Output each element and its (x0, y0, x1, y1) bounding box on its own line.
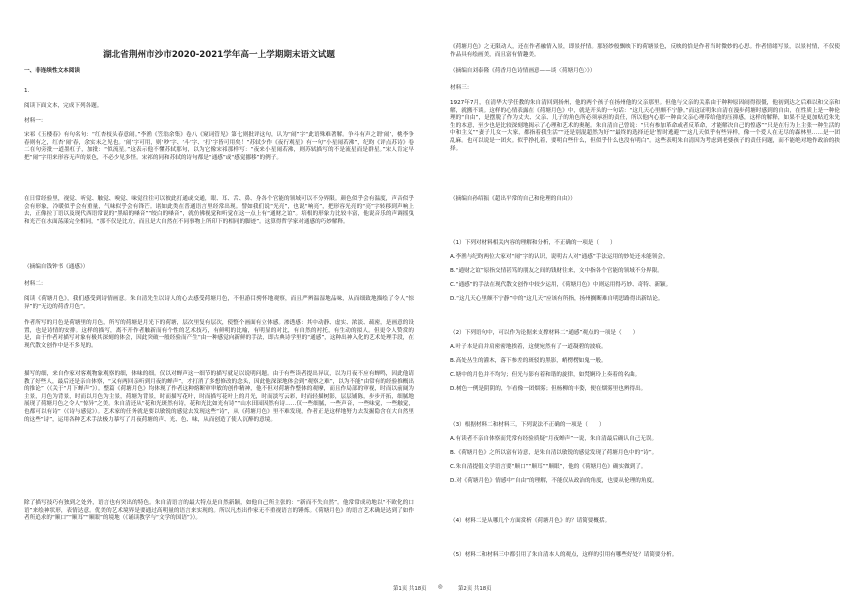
section-heading: 一、非连续性文本阅读 (24, 68, 80, 74)
material-2-paragraph-3: 描写的细，来自作家对客观物象观察的细，体味的细。仅以对蝉声这一细节的描写就足以说明问题。由于有些读者提出异议，以为月夜不应有蝉鸣，因此他请教了好些人，最后还是亲自体察，“又有两回亲听到月夜的蝉声”，才打消了多想修改的念头，因此他深深地体会到“观察之难”，以为不能“由常有的经验推概出的推论”（《关于“月下蝉声”》）。整篇《荷塘月色》均体现了作者这种熔断审审敏的创作精神，他不但对荷塘作整体的观摩，而且作局部的审视，时而以前阔为主景，月色为背景，时而以月色为主景，荷塘为背景，时而描写花叶，时而描写花叶上的月光，时而淡写云彩，时而轻描树影，层层铺陈，步步开拓，细腻地展现了荷塘月色之令人“惊异”之美。朱自清还从“花和光斑然有诗，花和光比如光有诗”“山水田园因然有诗……仅一些细腻，一些声音，一些味觉，一些触觉，也都可以有诗”（《诗与感觉》）。艺术家的任务就是要以敏锐的感觉去发现这些“诗”，从《荷塘月色》里不难发现，作者正是这样地努力去发掘隐含在大自然里的这些“诗”，运用各种艺术手法极力摹写了月夜荷塘的声、光、色、味，从而创造了使人沉醉的意境。 (24, 371, 414, 423)
question-1-option-d: D.“这几天心里颇不宁静”中的“这几天”应该有所指，扬州搁断难自明思路得出新结论。 (450, 296, 664, 302)
material-1-label: 材料一： (24, 118, 47, 124)
material-3-source: （摘编自孙绍振《超出平常的自己和伦理的自由》） (450, 196, 576, 202)
question-1-option-b: B.“通财之谊”原指交情甚笃的朋友之间的钱财往来，文中指各个官能的领域不分界限。 (450, 268, 663, 274)
material-2-paragraph-2: 作者所写的月色是荷塘里的月色，所写的荷塘是月光下的荷塘，层次里复有层次，使整个画面有立体感。渗透感：其中动静、虚实、浓淡、疏密，是画意的设置，也是诗情的安排。这样的描写，离不开作者触新而有个性的艺术技巧，有鲜明的比喻，有明显的对比，有自然的衬托，有生动的拟人。但更令人赞赏的是，由于作者对描写对象有极其深刻的体会，因此突破一般经验而产生“由一种感觉向新鲜的手法，即古典诗学里的“通感”，这种出神入化的艺术处理手段，在现代散文创作中是不多见的。 (24, 320, 414, 349)
material-2-paragraph-5: 《荷塘月色》之无限动人，还在作者融情入景，即景抒情。那轻纱般飘映下的荷塘景色，反映的恰是作者当时微妙的心思。作者情绪写景，以景衬情，不仅使作品具有绘画美，而且富有情趣美。 (450, 44, 840, 58)
question-1-stem: （1）下列对材料相关内容的理解和分析，不正确的一项是（ ） (450, 240, 616, 246)
material-2-paragraph-1: 阅读《荷塘月色》，我们感受到诗情画意。朱自清先生以诗人的心去感受荷塘月色，不但游目骋怀地观察，而且严辨温湿地品味，从而细致地描绘了令人“惊异”的“无边的荷香月色”。 (24, 296, 414, 310)
footer-page-right: 第2页 共18页 (458, 586, 492, 592)
material-3-label: 材料三： (450, 85, 473, 91)
question-3-option-a: A.有读者不亲自体察而凭常有经验质疑“月夜蝉声”一说，朱自清最后确认自己无误。 (450, 436, 658, 442)
document-title: 湖北省荆州市沙市2020-2021学年高一上学期期末语文试题 (103, 50, 335, 60)
footer-separator-icon: ◎ (438, 584, 443, 590)
material-1-paragraph-2: 在日常经验里，视觉、听觉、触觉、嗅觉、味觉往往可以彼此打通或交通，眼、耳、舌、鼻、身各个官能的领域可以不分界限。颜色似乎会有温度，声音似乎会有形象，冷暖似乎会有重量，气味似乎会有锋芒。诸如此类在普通语言里经常出现。譬如我们说“光亮”，也说“响亮”，把形容光亮的“亮”字转移到声响上去，正像拉丁语以及现代西语常说的“黑暗的嗓音”“皎白的嗓音”，就仿佛视觉和听觉在这一点上有“通财之谊”。培根的形象力比较丰富，他说音乐的声调摇曳和光芒在水面荡漾完全相同，“那不仅是比方，而且是大自然在不同事物上所印下的相同的脚迹”。这算得哲学家对通感的巧妙解释。 (24, 196, 414, 225)
material-2-paragraph-4: 除了描写技巧有独到之处外，语言也有突出的特色。朱自清语言的最大特点是自然新颖，如他自己所主张的：“新而不失自然”。他常常成功地以“不欧化的口语”来绘神状形，表情达意。优美的艺术境界是要通过高明量的语言来实现的。所以凡杰出作家无不重视语言的锤炼。《荷塘月色》的语言艺术确是达到了如作者所追求的“顺口”“顺耳”“顺眼”的境地（《诵读教学与“文学的国语”》）。 (24, 500, 414, 522)
instruction-text: 阅读下面文本，完成下列各题。 (24, 103, 103, 109)
question-3-option-c: C.朱自清提倡文学语言要“顺口”“顺耳”“顺眼”，他的《荷塘月色》确实做到了。 (450, 464, 647, 470)
question-4-stem: （4）材料二是从哪几个方面赏析《荷塘月色》的？请简要概括。 (450, 518, 611, 524)
question-2-option-c: C.塘中的月色并不均匀；但光与影有着和谐的旋律，如梵婀玲上奏着的名曲。 (450, 372, 641, 378)
material-2-label: 材料二： (24, 281, 47, 287)
material-1-source: （摘编自钱钟书《通感》） (24, 264, 89, 270)
question-3-option-b: B.《荷塘月色》之所以富有诗意，是朱自清以敏锐的感觉发现了荷塘月色中的“诗”。 (450, 450, 658, 456)
question-2-stem: （2）下列语句中，可以作为论据来支撑材料二“通感”观点的一项是（ ） (450, 330, 639, 336)
question-number: 1. (24, 88, 30, 94)
question-2-option-a: A.叶子本是肩并肩密密地挨着，这便宛然有了一道凝碧的波痕。 (450, 344, 607, 350)
question-2-option-b: B.高处丛生的灌木，落下参差的斑驳的黑影，峭楞楞如鬼一般。 (450, 358, 607, 364)
question-3-option-d: D.对《荷塘月色》情感中“自由”的理解，不能仅从政治的角度，也要从伦理的角度。 (450, 478, 658, 484)
question-1-option-a: A.李渔与纪昀两位大家对“闹”字的认识，说明古人对“通感”手法运用的妙处还未能领会。 (450, 254, 669, 260)
question-1-option-c: C.“通感”的手法在现代散文创作中较少运用，《荷塘月色》中则运用得巧妙、奇特、新颖。 (450, 282, 672, 288)
question-2-option-d: D.树色一例是阴阴的，乍看像一团烟雾；但杨柳的丰姿，便在烟雾里也辨得出。 (450, 386, 647, 392)
footer-page-left: 第1页 共18页 (393, 586, 427, 592)
material-1-paragraph-1: 宋祁《玉楼春》有句名句：“红杏枝头春意闹。”李渔《笠翁余集》卷八《窥词管见》第七则批评这句，认为“闹”字“此语殊难著解。争斗有声之谓‘闹’，桃李争春则有之，红杏‘闹’春，余实未之见也。‘闹’字可用，则‘吵’字、‘斗’字、‘打’字皆可用矣！”苏轼少作《夜行观星》有一句“小星闹若沸”，纪昀《评点苏诗》卷二在句旁批一道墨杠子，加批：“似流星。”这表示他不懂苏轼那句，以为它像宋祁那样写：“夜来小星闹若沸，则苏轼描写的不是流星而是群星。”宋人肯定早把“闹”字用来形容无声的景色，不必少见多怪。宋祁的同和苏轼的诗句都是“通感”或“感觉挪移”的例子。 (24, 132, 414, 161)
material-2-source: （摘编自刘泰隆《荷香月色诗情画意——谈〈荷塘月色〉》） (450, 68, 596, 74)
question-5-stem: （5）材料二和材料三中都引用了朱自清本人的观点，这样的引用有哪些好处？请简要分析。 (450, 552, 678, 558)
question-3-stem: （3）根据材料二和材料三，下列说法不正确的一项是（ ） (450, 422, 605, 428)
material-3-paragraph-1: 1927年7月，在清华大学任教的朱自清回到扬州，他的两个孩子在扬州他的父亲那里。但他与父亲的关系由于种种原因闹得很僵，他初到达之后难以和父亲和解，就搬不谈。这样的心情表露在《荷塘月色》中，就是开头的一句话：“这几天心里颇不宁静。”而这证明朱自清在漫步荷塘时感到的自由，在性质上是一种伦理的“自由”，是摆脱了作为丈夫、父亲、儿子的角色所必须承担的责任，所以他内心那一种由父亲心理带给他的压抑感，这样的解释，如果不是更加贴近朱先生的本意，至少也是比较深刻地揭示了心理和艺术的奥秘。朱自清自己曾说：“只有参加革命或者反革命，才能解决自己的惶惑”“只是在行为上主张一种生活的中和主义”“妻子儿女一大家，都指着我生活”“还是别混超然为好”“最终的选择还是‘暂时逃避’”“这几天似乎有些异样，像一个爱人在无尽的森林里……是一团乱麻。也可以说是一团火。似乎挣扎着，要明白些什么，但似乎什么也没有明白”。这些表明朱自清因为考虑到老婆孩子的责任问题，而不能绝对地作政治的抉择。 (450, 100, 840, 152)
